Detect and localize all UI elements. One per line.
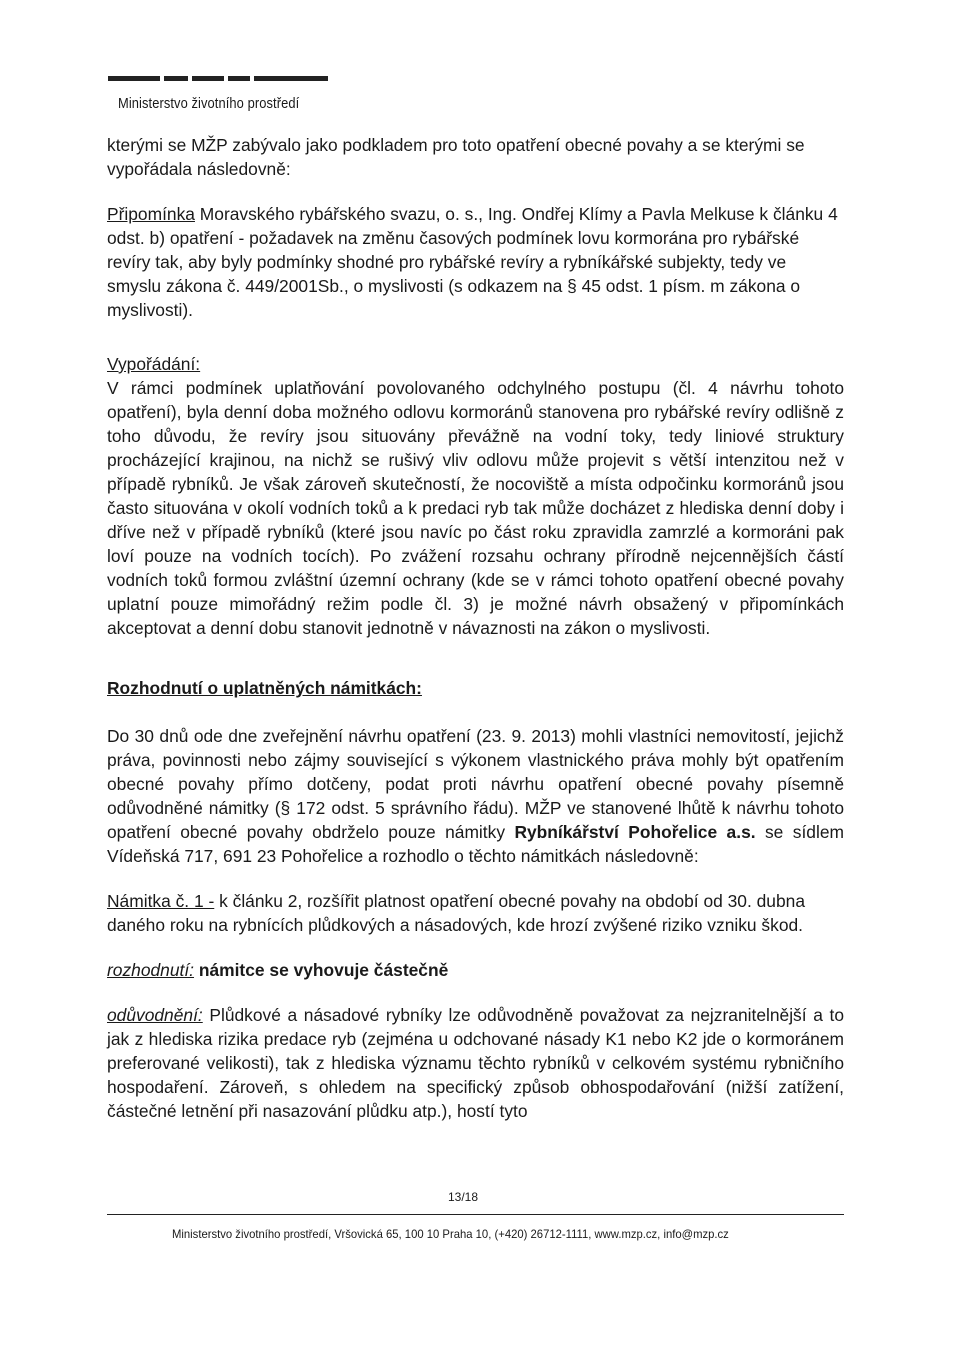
decision-text: námitce se vyhovuje částečně xyxy=(194,960,449,980)
objections-paragraph: Do 30 dnů ode dne zveřejnění návrhu opatření (23. 9. 2013) mohli vlastníci nemovitostí, jejichž práva, povinnosti nebo zájmy související s výkonem vlastnického práva mohly být opatřením obecné povahy přímo dotčeny, podat proti návrhu opatření obecné povahy písemně odůvodněné námitky (§ 172 odst. 5 správního řádu). MŽP ve stanovené lhůtě k návrhu tohoto opatření obecné povahy obdrželo pouze námitky Rybníkářství Pohořelice a.s. se sídlem Vídeňská 717, 691 23 Pohořelice a rozhodlo o těchto námitkách následovně: xyxy=(107,726,844,866)
settlement-label: Vypořádání: xyxy=(107,354,201,374)
decision-paragraph xyxy=(107,958,844,982)
decision-label: rozhodnutí: xyxy=(107,960,195,980)
intro-paragraph: kterými se MŽP zabývalo jako podkladem pro toto opatření obecné povahy a se kterými se vypořádala následovně: xyxy=(107,135,805,179)
objection-1-text: k článku 2, rozšířit platnost opatření obecné povahy na období od 30. dubna daného roku na rybnících plůdkových a násadových, kde hrozí zvýšené riziko vzniku škod. xyxy=(107,891,805,935)
document-body xyxy=(107,133,844,1123)
footer-divider xyxy=(107,1214,844,1215)
comment-paragraph xyxy=(107,202,844,322)
comment-label: Připomínka xyxy=(107,204,195,224)
company-name: Rybníkářství Pohořelice a.s. xyxy=(514,822,756,842)
reasoning-text: Plůdkové a násadové rybníky lze odůvodněně považovat za nejzranitelnější a to jak z hlediska rizika predace ryb (zejména u odchované násady K1 nebo K2 jde o kormoránem preferované velikosti), tak z hlediska významu těchto rybníků v celkovém systému rybničního hospodaření. Zároveň, s ohledem na specifický způsob obhospodařování (nižší zatížení, částečné letnění při nasazování plůdku atp.), hostí tyto xyxy=(107,1005,844,1121)
header-ministry-name: Ministerstvo životního prostředí xyxy=(118,95,300,112)
objection-1-paragraph xyxy=(107,889,844,937)
footer-address: Ministerstvo životního prostředí, Vršovická 65, 100 10 Praha 10, (+420) 26712-1111, www.mzp.cz, info@mzp.cz xyxy=(172,1227,729,1241)
page-number: 13/18 xyxy=(448,1190,479,1204)
reasoning-label: odůvodnění: xyxy=(107,1005,203,1025)
objection-1-label: Námitka č. 1 - xyxy=(107,891,215,911)
section-heading: Rozhodnutí o uplatněných námitkách: xyxy=(107,678,422,698)
header-logo-bars xyxy=(108,76,328,82)
settlement-paragraph: V rámci podmínek uplatňování povolovaného odchylného postupu (čl. 4 návrhu tohoto opatření), byla denní doba možného odlovu kormoránů stanovena pro rybářské revíry odlišně z toho důvodu, že revíry jsou situovány převážně na vodní toky, tedy liniové struktury procházející krajinou, na nichž se rušivý vliv odlovu může projevit s větší intenzitou než v případě rybníků. Je však zároveň skutečností, že nocoviště a místa odpočinku kormoránů jsou často situována v okolí vodních toků a k predaci ryb tak může docházet z hlediska denní doby i dříve než v případě rybníků (které jsou navíc po část roku zpravidla zamrzlé a kormoráni pak loví pouze na vodních tocích). Po zvážení rozsahu ochrany přírodně nejcennějších částí vodních toků formou zvláštní územní ochrany (kde se v rámci tohoto opatření obecné povahy uplatní pouze mimořádný režim podle čl. 3) je možné návrh obsažený v připomínkách akceptovat a denní dobu stanovit jednotně v návaznosti na zákon o myslivosti. xyxy=(107,378,844,638)
reasoning-paragraph xyxy=(107,1003,844,1123)
comment-text: Moravského rybářského svazu, o. s., Ing. Ondřej Klímy a Pavla Melkuse k článku 4 odst. b) opatření - požadavek na změnu časových podmínek lovu kormorána pro rybářské revíry tak, aby byly podmínky shodné pro rybářské revíry a rybníkářské subjekty, tedy ve smyslu zákona č. 449/2001Sb., o myslivosti (s odkazem na § 45 odst. 1 písm. m zákona o myslivosti). xyxy=(107,204,838,320)
